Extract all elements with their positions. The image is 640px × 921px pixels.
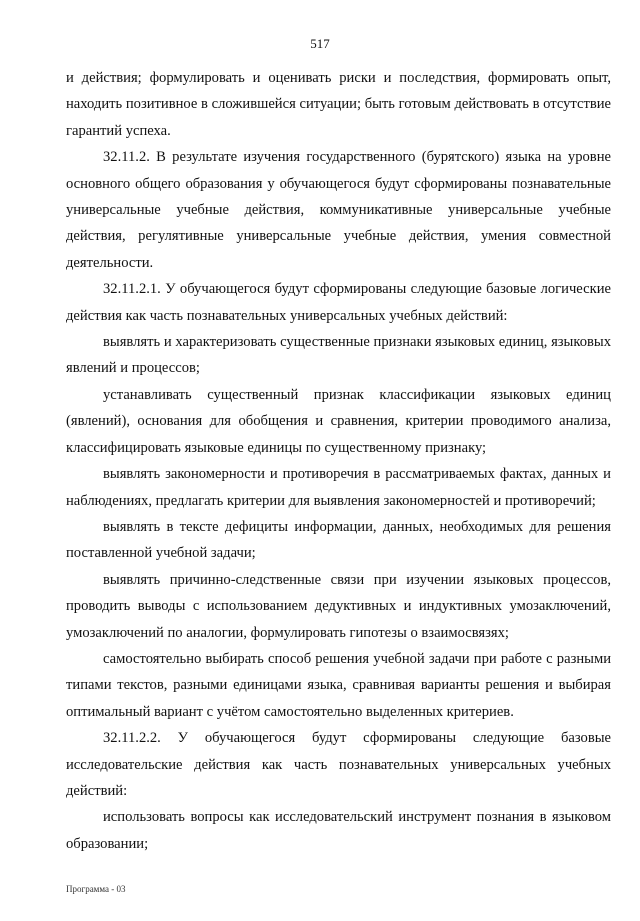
paragraph: 32.11.2. В результате изучения государственного (бурятского) языка на уровне основного общего образования у обучающегося будут сформированы познавательные универсальные учебные действия, коммуникативные универсальные учебные действия, регулятивные универсальные учебные действия, умения совместной деятельности. [66,149,611,271]
paragraph: 32.11.2.2. У обучающегося будут сформированы следующие базовые исследовательские действия как часть познавательных универсальных учебных действий: [66,730,611,799]
paragraph: устанавливать существенный признак классификации языковых единиц (явлений), основания для обобщения и сравнения, критерии проводимого анализа, классифицировать языковые единицы по существенному признаку; [66,386,611,456]
paragraph: выявлять закономерности и противоречия в рассматриваемых фактах, данных и наблюдениях, предлагать критерии для выявления закономерностей и противоречий; [66,466,611,509]
paragraph: выявлять причинно-следственные связи при изучении языковых процессов, проводить выводы с использованием дедуктивных и индуктивных умозаключений, умозаключений по аналогии, формулировать гипотезы о взаимосвязях; [66,571,611,641]
document-body [66,65,611,857]
paragraph: самостоятельно выбирать способ решения учебной задачи при работе с разными типами текстов, разными единицами языка, сравнивая варианты решения и выбирая оптимальный вариант с учётом самостоятельно выделенных критериев. [66,650,611,720]
paragraph: и действия; формулировать и оценивать риски и последствия, формировать опыт, находить позитивное в сложившейся ситуации; быть готовым действовать в отсутствие гарантий успеха. [66,70,611,139]
paragraph: выявлять и характеризовать существенные признаки языковых единиц, языковых явлений и процессов; [66,334,611,377]
page-number: 517 [310,36,330,51]
footer-note: Программа - 03 [66,884,126,894]
paragraph: выявлять в тексте дефициты информации, данных, необходимых для решения поставленной учебной задачи; [66,518,611,562]
paragraph: использовать вопросы как исследовательский инструмент познания в языковом образовании; [66,809,611,852]
paragraph: 32.11.2.1. У обучающегося будут сформированы следующие базовые логические действия как часть познавательных универсальных учебных действий: [66,281,611,324]
